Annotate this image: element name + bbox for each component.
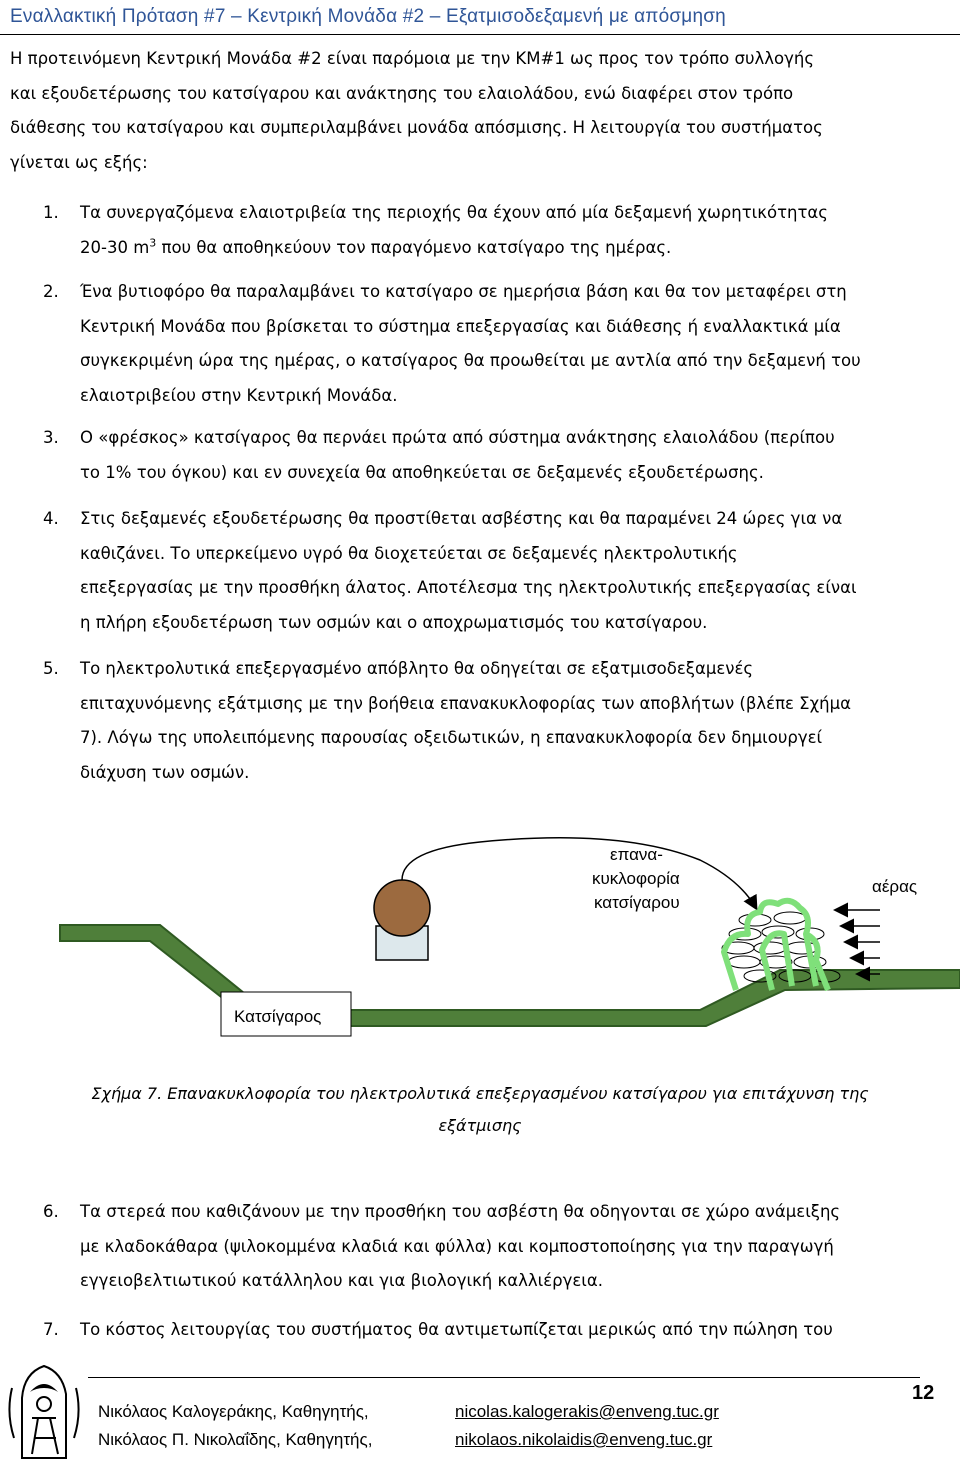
item-line: Το κόστος λειτουργίας του συστήματος θα αντιμετωπίζεται μερικώς από την πώληση του xyxy=(80,1320,833,1339)
item-line: η πλήρη εξουδετέρωση των οσμών και ο αποχρωματισμός του κατσίγαρου. xyxy=(80,612,708,632)
item-line: ελαιοτριβείου στην Κεντρική Μονάδα. xyxy=(80,385,398,405)
item-line: επιταχυνόμενης εξάτμισης με την βοήθεια επανακυκλοφορίας των αποβλήτων (βλέπε Σχήμα xyxy=(80,693,851,713)
author-name: Νικόλαος Καλογεράκης, Καθηγητής, xyxy=(98,1402,369,1421)
item-line: Το ηλεκτρολυτικά επεξεργασμένο απόβλητο θα οδηγείται σε εξατμισοδεξαμενές xyxy=(80,659,754,678)
intro-line: γίνεται ως εξής: xyxy=(10,152,148,172)
item-line: το 1% του όγκου) και εν συνεχεία θα αποθηκεύεται σε δεξαμενές εξουδετέρωσης. xyxy=(80,462,764,482)
item-line: 7). Λόγω της υπολειπόμενης παρουσίας οξειδωτικών, η επανακυκλοφορία δεν δημιουργεί xyxy=(80,728,823,747)
caption-line: εξάτμισης xyxy=(438,1116,522,1135)
caption-line: Σχήμα 7. Επανακυκλοφορία του ηλεκτρολυτικά επεξεργασμένου κατσίγαρου για επιτάχυνση της xyxy=(91,1084,869,1103)
recirculation-diagram xyxy=(0,830,960,1080)
item-line: με κλαδοκάθαρα (ψιλοκομμένα κλαδιά και φύλλα) και κομποστοποίησης για την παραγωγή xyxy=(80,1236,834,1256)
air-arrows xyxy=(836,910,880,974)
list-number: 4. xyxy=(43,509,59,528)
intro-line: και εξουδετέρωσης του κατσίγαρου και ανάκτησης του ελαιολάδου, ενώ διαφέρει στον τρόπο xyxy=(10,83,794,103)
item-line: διάχυση των οσμών. xyxy=(80,762,250,782)
item-line: Τα στερεά που καθιζάνουν με την προσθήκη του ασβέστη θα οδηγονται σε χώρο ανάμειξης xyxy=(80,1202,841,1221)
recirculation-label: επανα- xyxy=(610,845,663,864)
item-line: Τα συνεργαζόμενα ελαιοτριβεία της περιοχής θα έχουν από μία δεξαμενή χωρητικότητας xyxy=(80,203,828,222)
list-number: 1. xyxy=(43,203,59,222)
intro-line: Η προτεινόμενη Κεντρική Μονάδα #2 είναι παρόμοια με την ΚΜ#1 ως προς τον τρόπο συλλογής xyxy=(10,49,815,68)
list-number: 2. xyxy=(43,282,59,301)
recirculation-label: κατσίγαρου xyxy=(594,893,680,912)
list-number: 6. xyxy=(43,1202,59,1221)
air-label: αέρας xyxy=(872,877,918,896)
item-line: καθιζάνει. Το υπερκείμενο υγρό θα διοχετεύεται σε δεξαμενές ηλεκτρολυτικής xyxy=(80,543,738,563)
author-email-link[interactable]: nikolaos.nikolaidis@enveng.tuc.gr xyxy=(455,1430,713,1449)
item-line: 20-30 $m^3$ που θα αποθηκεύουν τον παραγόμενο κατσίγαρο της ημέρας. xyxy=(80,236,672,257)
intro-paragraph xyxy=(10,42,960,180)
page-header xyxy=(0,0,960,35)
recirculation-pipe xyxy=(402,838,756,908)
list-number: 3. xyxy=(43,428,59,447)
list-number: 7. xyxy=(43,1320,59,1339)
figure-caption xyxy=(0,1078,960,1142)
item-line: συγκεκριμένη ώρα της ημέρας, ο κατσίγαρος θα προωθείται με αντλία από την δεξαμενή του xyxy=(80,351,861,370)
item-line: Ο «φρέσκος» κατσίγαρος θα περνάει πρώτα από σύστημα ανάκτησης ελαιολάδου (περίπου xyxy=(80,428,835,447)
page-footer xyxy=(0,1358,960,1463)
recirculation-label: κυκλοφορία xyxy=(592,869,680,888)
figure-7 xyxy=(0,830,960,1080)
footer-divider xyxy=(88,1377,920,1378)
author-email-link[interactable]: nicolas.kalogerakis@enveng.tuc.gr xyxy=(455,1402,719,1421)
item-line: εγγειοβελτιωτικού κατάλληλου και για βιολογική καλλιέργεια. xyxy=(80,1271,604,1290)
pump-icon xyxy=(374,880,430,936)
liquid-label: Κατσίγαρος xyxy=(234,1007,322,1026)
item-line: Ένα βυτιοφόρο θα παραλαμβάνει το κατσίγαρο σε ημερήσια βάση και θα τον μεταφέρει στη xyxy=(80,282,847,301)
item-line: επεξεργασίας με την προσθήκη άλατος. Αποτέλεσμα της ηλεκτρολυτικής επεξεργασίας είναι xyxy=(80,578,857,597)
university-logo xyxy=(2,1358,86,1463)
list-number: 5. xyxy=(43,659,59,678)
page-number: 12 xyxy=(912,1382,935,1404)
superscript: 3 xyxy=(149,236,157,249)
intro-line: διάθεσης του κατσίγαρου και συμπεριλαμβάνει μονάδα απόσμισης. Η λειτουργία του συστήματος xyxy=(10,118,823,137)
item-line: Στις δεξαμενές εξουδετέρωσης θα προστίθεται ασβέστης και θα παραμένει 24 ώρες για να xyxy=(80,509,843,528)
item-line: Κεντρική Μονάδα που βρίσκεται το σύστημα επεξεργασίας και διάθεσης ή εναλλακτικά μία xyxy=(80,316,841,336)
author-name: Νικόλαος Π. Νικολαΐδης, Καθηγητής, xyxy=(98,1430,373,1449)
header-title: Εναλλακτική Πρόταση #7 – Κεντρική Μονάδα #2 – Εξατμισοδεξαμενή με απόσμηση xyxy=(10,6,726,27)
